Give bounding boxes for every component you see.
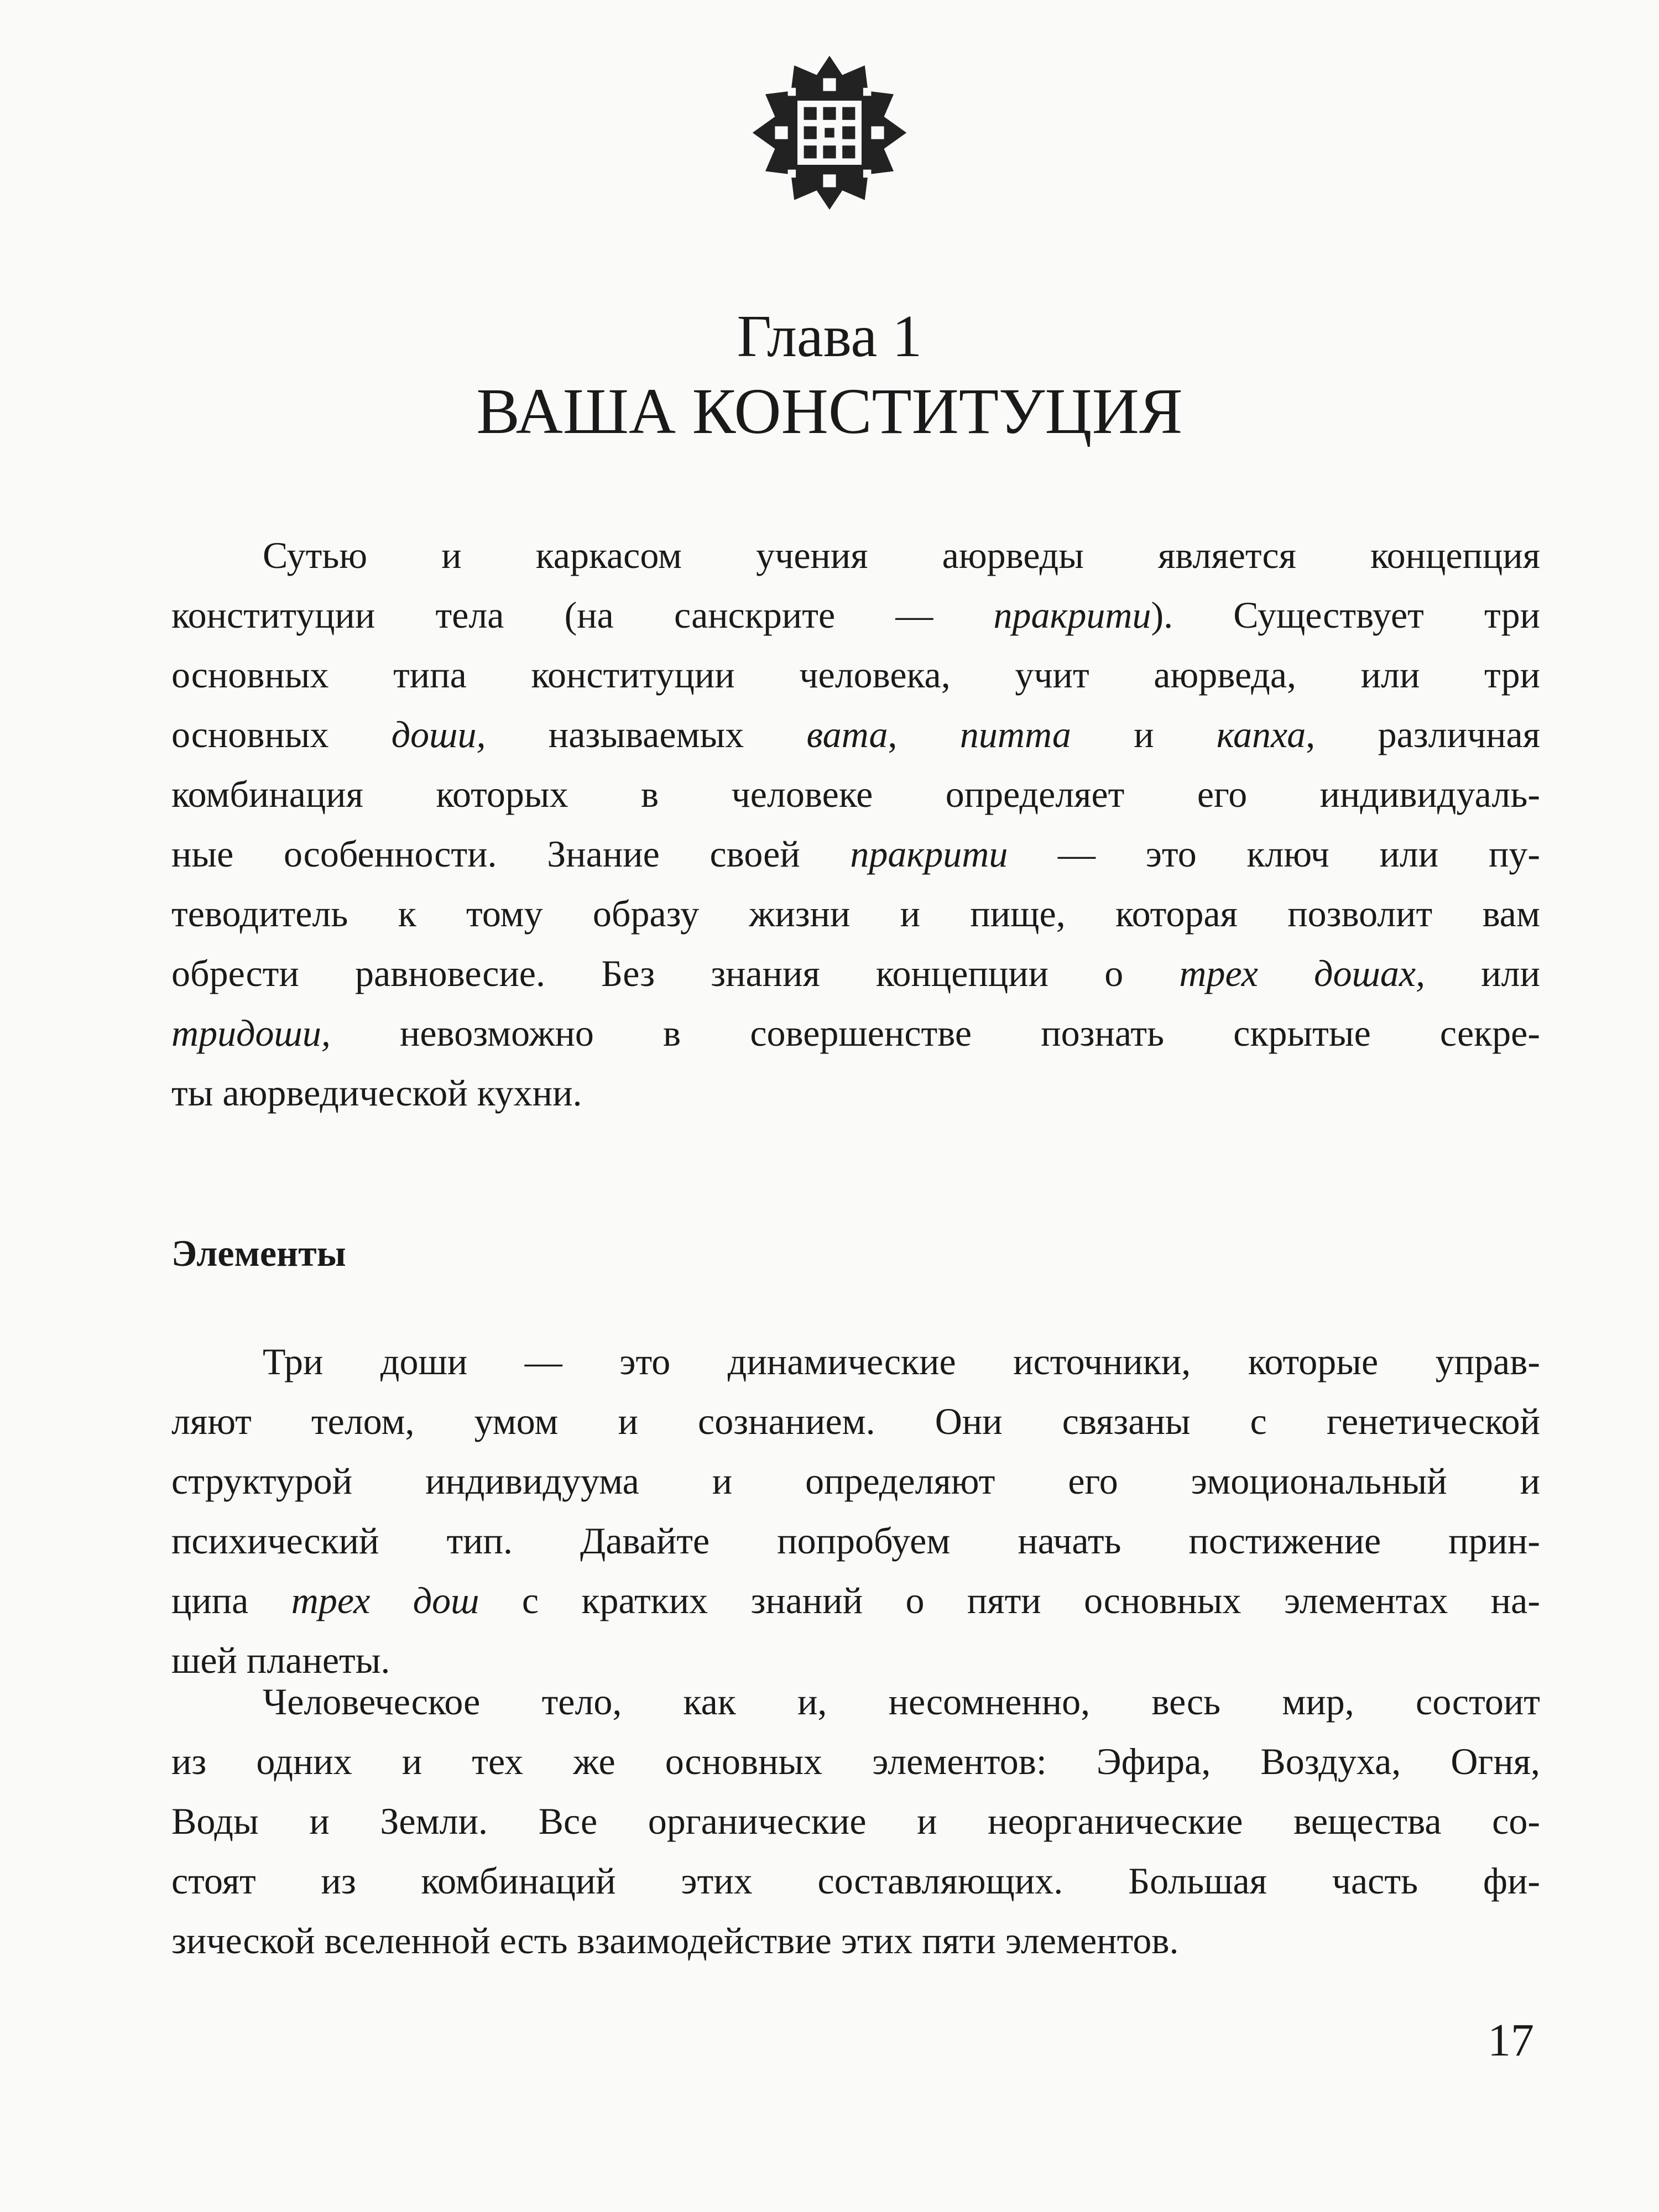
text-line: основных типа конституции человека, учит аюрведа, или три (171, 654, 1540, 696)
text-line: обрести равновесие. Без знания концепции о трех дошах, или (171, 952, 1540, 994)
chapter-ornament-icon (749, 53, 910, 213)
page-number: 17 (1488, 2015, 1534, 2066)
text-line: ципа трех дош с кратких знаний о пяти основных элементах на- (171, 1579, 1540, 1621)
text-line: ные особенности. Знание своей пракрити — это ключ или пу- (171, 833, 1540, 875)
text-line: психический тип. Давайте попробуем начать постижение прин- (171, 1520, 1540, 1562)
text-line: ляют телом, умом и сознанием. Они связаны с генетической (171, 1400, 1540, 1442)
text-line: Человеческое тело, как и, несомненно, весь мир, состоит (263, 1681, 1540, 1723)
text-line: основных доши, называемых вата, питта и капха, различная (171, 713, 1541, 755)
paragraph-elements (171, 1672, 1540, 1970)
text-line: структурой индивидуума и определяют его эмоциональный и (171, 1460, 1540, 1502)
text-line: зической вселенной есть взаимодействие этих пяти элементов. (171, 1919, 1179, 1961)
text-line: Три доши — это динамические источники, которые управ- (263, 1340, 1540, 1383)
text-line: конституции тела (на санскрите — пракрити). Существует три (171, 594, 1540, 636)
chapter-title: ВАША КОНСТИТУЦИЯ (476, 375, 1183, 447)
text-line: стоят из комбинаций этих составляющих. Большая часть фи- (171, 1860, 1540, 1902)
text-line: Сутью и каркасом учения аюрведы является концепция (263, 534, 1540, 576)
text-line: ты аюрведической кухни. (171, 1072, 582, 1114)
paragraph-constitution (171, 525, 1540, 1123)
text-line: Воды и Земли. Все органические и неорганические вещества со- (171, 1800, 1540, 1842)
text-line: комбинация которых в человеке определяет его индивидуаль- (171, 773, 1540, 815)
section-heading: Элементы (171, 1232, 346, 1274)
chapter-number: Глава 1 (737, 304, 922, 369)
text-line: из одних и тех же основных элементов: Эфира, Воздуха, Огня, (171, 1740, 1540, 1782)
text-line: теводитель к тому образу жизни и пище, которая позволит вам (171, 893, 1540, 935)
paragraph-doshas (171, 1332, 1540, 1690)
text-line: тридоши, невозможно в совершенстве познать скрытые секре- (171, 1012, 1540, 1054)
text-line: шей планеты. (171, 1639, 390, 1681)
